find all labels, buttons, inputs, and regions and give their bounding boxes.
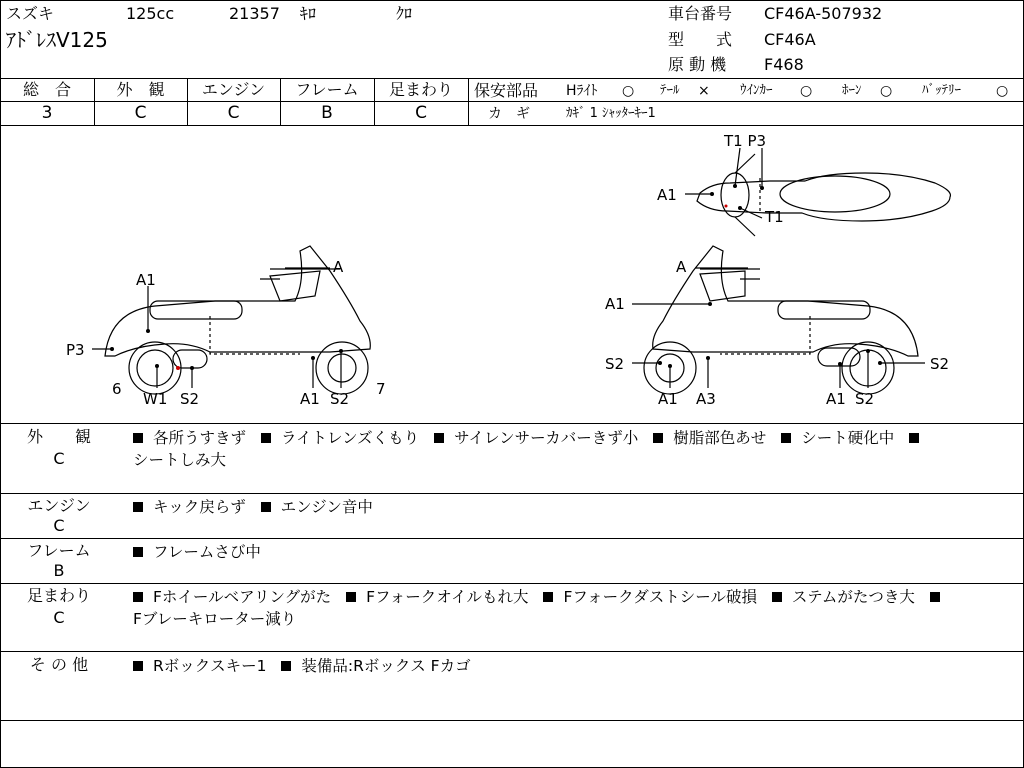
divider: [468, 101, 1024, 102]
safety-mark-tail: ×: [698, 83, 710, 99]
label-top-t1p3: T1 P3: [724, 132, 767, 150]
comment-grade: C: [53, 516, 65, 535]
comment-list: [133, 496, 1013, 518]
comment-item: Fブレーキローター減り: [133, 588, 950, 628]
frame-no-label: 車台番号: [668, 4, 733, 23]
comment-item: 装備品:Rボックス Fカゴ: [281, 657, 470, 675]
comment-category: エンジン: [27, 496, 91, 515]
label-left-a: A: [333, 258, 344, 276]
comment-category: 外 観: [26, 427, 91, 446]
bullet-icon: [781, 433, 791, 443]
mileage-unit: ｷﾛ: [300, 4, 317, 23]
label-right-s2-bottom: S2: [855, 390, 875, 408]
engine-label: 原 動 機: [668, 55, 727, 74]
safety-item-headlight: Hﾗｲﾄ: [566, 83, 598, 99]
label-right-a1: A1: [605, 295, 625, 313]
grade-value-exterior: C: [134, 103, 147, 123]
label-left-p3: P3: [66, 341, 85, 359]
bullet-icon: [281, 661, 291, 671]
bullet-icon: [909, 433, 919, 443]
comment-item: Fフォークダストシール破損: [543, 588, 757, 606]
label-left-a1: A1: [136, 271, 156, 289]
frame-no: CF46A-507932: [764, 4, 883, 23]
comment-category: そ の 他: [29, 655, 89, 674]
displacement: 125cc: [126, 4, 175, 23]
bullet-icon: [133, 433, 143, 443]
comment-category: フレーム: [27, 541, 91, 560]
grade-value-engine: C: [227, 103, 240, 123]
model-name: ｱﾄﾞﾚｽV125: [6, 28, 108, 52]
divider: [0, 423, 1024, 424]
safety-title: 保安部品: [474, 81, 539, 100]
comment-item: Rボックスキー1: [133, 657, 266, 675]
key-value: ｶｷﾞ 1 ｼｬｯﾀｰｷｰ1: [566, 106, 656, 121]
divider: [0, 538, 1024, 539]
safety-item-battery: ﾊﾞｯﾃﾘｰ: [922, 83, 961, 98]
bullet-icon: [930, 592, 940, 602]
bullet-icon: [133, 502, 143, 512]
top-view-scooter: [697, 154, 950, 236]
type-value: CF46A: [764, 30, 816, 49]
bullet-icon: [133, 547, 143, 557]
label-right-a1-rear: A1: [826, 390, 846, 408]
comment-item: サイレンサーカバーきず小: [434, 429, 638, 447]
grade-label-frame: フレーム: [295, 80, 359, 99]
comment-item: 樹脂部色あせ: [653, 429, 766, 447]
comment-category: 足まわり: [26, 586, 91, 605]
divider: [0, 78, 1024, 79]
safety-item-horn: ﾎｰﾝ: [842, 83, 862, 98]
grade-label-overall: 総 合: [22, 80, 71, 99]
label-left-s2: S2: [180, 390, 200, 408]
divider: [468, 78, 469, 125]
label-left-7: 7: [376, 380, 386, 398]
divider: [0, 651, 1024, 652]
bullet-icon: [261, 433, 271, 443]
bullet-icon: [346, 592, 356, 602]
safety-mark-headlight: ○: [622, 83, 635, 99]
comment-list: [133, 655, 1013, 677]
label-left-6: 6: [112, 380, 122, 398]
comment-item: Fホイールベアリングがた: [133, 588, 331, 606]
color: ｸﾛ: [396, 4, 413, 23]
grade-value-suspension: C: [415, 103, 427, 123]
comment-grade: B: [53, 561, 65, 580]
bullet-icon: [133, 592, 143, 602]
label-right-a: A: [676, 258, 687, 276]
comment-item: シートしみ大: [133, 429, 929, 469]
mileage: 21357: [229, 4, 280, 23]
grade-value-frame: B: [321, 103, 333, 123]
left-side-scooter: [105, 246, 370, 394]
bullet-icon: [434, 433, 444, 443]
grade-label-exterior: 外 観: [116, 80, 165, 99]
comment-item: エンジン音中: [261, 498, 373, 516]
comment-list: [133, 586, 1013, 630]
grade-value-overall: 3: [41, 103, 53, 123]
grade-label-suspension: 足まわり: [388, 80, 453, 99]
comment-item: Fフォークオイルもれ大: [346, 588, 528, 606]
safety-item-winker: ｳｲﾝｶｰ: [740, 83, 773, 98]
bullet-icon: [261, 502, 271, 512]
comment-item: フレームさび中: [133, 543, 261, 561]
comment-item: ライトレンズくもり: [261, 429, 419, 447]
comment-item: キック戻らず: [133, 498, 246, 516]
type-label: 型 式: [668, 30, 733, 49]
key-label: カ ギ: [488, 106, 530, 122]
safety-mark-horn: ○: [880, 83, 893, 99]
divider: [0, 720, 1024, 721]
comment-list: [133, 541, 1013, 563]
bullet-icon: [133, 661, 143, 671]
divider: [0, 101, 468, 102]
safety-mark-battery: ○: [996, 83, 1009, 99]
comment-item: ステムがたつき大: [772, 588, 915, 606]
divider: [0, 493, 1024, 494]
safety-item-tail: ﾃｰﾙ: [660, 83, 680, 98]
label-right-a1-bottom: A1: [658, 390, 678, 408]
label-right-s2-front: S2: [605, 355, 625, 373]
bullet-icon: [653, 433, 663, 443]
label-left-a1-bottom: A1: [300, 390, 320, 408]
maker: スズキ: [6, 4, 55, 23]
label-top-t1: T1: [765, 208, 784, 226]
label-left-w1: W1: [143, 390, 168, 408]
safety-mark-winker: ○: [800, 83, 813, 99]
divider: [0, 583, 1024, 584]
scooter-diagram: [0, 126, 1024, 423]
bullet-icon: [772, 592, 782, 602]
label-left-s2-rear: S2: [330, 390, 350, 408]
comment-grade: C: [53, 449, 65, 468]
label-right-a3: A3: [696, 390, 716, 408]
engine-value: F468: [764, 55, 804, 74]
grade-label-engine: エンジン: [201, 80, 266, 99]
comment-item: シート硬化中: [781, 429, 894, 447]
label-top-a1: A1: [657, 186, 677, 204]
label-right-s2-rear: S2: [930, 355, 950, 373]
bullet-icon: [543, 592, 553, 602]
comment-grade: C: [53, 608, 65, 627]
comment-list: [133, 427, 1013, 471]
comment-item: 各所うすきず: [133, 429, 246, 447]
